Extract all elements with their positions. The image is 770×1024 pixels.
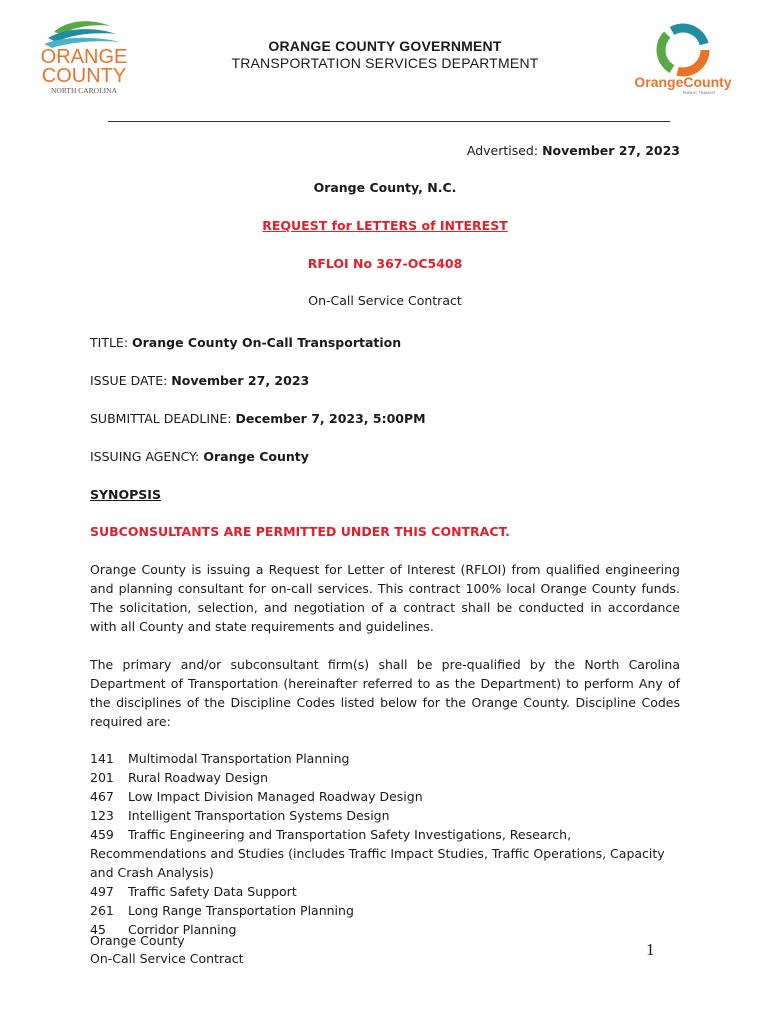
agency-label: ISSUING AGENCY: <box>90 449 204 464</box>
discipline-code-item <box>90 749 690 768</box>
discipline-code: 141 <box>90 751 114 766</box>
discipline-code: 201 <box>90 770 114 785</box>
discipline-name: Intelligent Transportation Systems Design <box>128 808 390 823</box>
issue-date-value: November 27, 2023 <box>171 373 310 388</box>
location-heading: Orange County, N.C. <box>313 180 457 195</box>
discipline-code-item <box>90 825 690 882</box>
synopsis-paragraph-2: The primary and/or subconsultant firm(s) shall be pre-qualified by the North Carolina Department of Transportation (hereinafter referred to as the Department) to perform Any of the disciplines of the Discipline Codes listed below for the Orange County. Discipline Codes required are: <box>90 657 680 729</box>
advertised-label: Advertised: <box>466 143 543 158</box>
discipline-code: 497 <box>90 884 114 899</box>
advertised-line <box>467 141 680 160</box>
subconsultants-notice: SUBCONSULTANTS ARE PERMITTED UNDER THIS CONTRACT. <box>90 524 510 539</box>
discipline-code: 123 <box>90 808 114 823</box>
government-title: ORANGE COUNTY GOVERNMENT <box>268 38 502 54</box>
svg-text:OrangeCounty: OrangeCounty <box>634 74 732 90</box>
deadline-label: SUBMITTAL DEADLINE: <box>90 411 236 426</box>
synopsis-heading: SYNOPSIS <box>90 487 161 502</box>
discipline-name: Traffic Safety Data Support <box>128 884 297 899</box>
rfloi-number: RFLOI No 367-OC5408 <box>307 256 463 271</box>
title-value: Orange County On-Call Transportation <box>132 335 402 350</box>
discipline-name: Traffic Engineering and Transportation Safety Investigations, Research, Recommendations and Studies (includes Traffic Impact Studies, Traffic Operations, Capacity and Crash Analysis) <box>90 827 665 880</box>
svg-text:ORANGE: ORANGE <box>40 46 128 68</box>
discipline-code-item <box>90 882 690 901</box>
discipline-code-list <box>90 749 690 939</box>
discipline-name: Corridor Planning <box>128 922 237 937</box>
orange-county-transit-ring-logo <box>633 16 733 96</box>
discipline-code: 467 <box>90 789 114 804</box>
advertised-date: November 27, 2023 <box>542 143 680 158</box>
deadline-field <box>90 409 426 428</box>
issue-date-field <box>90 371 309 390</box>
discipline-name: Multimodal Transportation Planning <box>128 751 350 766</box>
footer-contract: On-Call Service Contract <box>90 951 244 966</box>
page-number: 1 <box>646 940 655 959</box>
contract-type: On-Call Service Contract <box>308 293 462 308</box>
issue-date-label: ISSUE DATE: <box>90 373 172 388</box>
deadline-value: December 7, 2023, 5:00PM <box>235 411 426 426</box>
request-title: REQUEST for LETTERS of INTEREST <box>262 218 508 233</box>
discipline-code: 459 <box>90 827 114 842</box>
header-divider <box>108 121 670 122</box>
footer-org: Orange County <box>90 933 185 948</box>
title-label: TITLE: <box>90 335 133 350</box>
discipline-code-item <box>90 768 690 787</box>
svg-text:COUNTY: COUNTY <box>41 65 127 87</box>
discipline-code: 261 <box>90 903 114 918</box>
svg-text:PUBLIC TRANSIT: PUBLIC TRANSIT <box>682 90 716 95</box>
discipline-name: Rural Roadway Design <box>128 770 269 785</box>
department-name: TRANSPORTATION SERVICES DEPARTMENT <box>231 55 539 71</box>
discipline-name: Low Impact Division Managed Roadway Design <box>128 789 423 804</box>
agency-value: Orange County <box>203 449 309 464</box>
discipline-code-item <box>90 787 690 806</box>
title-field <box>90 333 401 352</box>
discipline-name: Long Range Transportation Planning <box>128 903 354 918</box>
discipline-code: 45 <box>90 922 106 937</box>
synopsis-paragraph-1: Orange County is issuing a Request for Letter of Interest (RFLOI) from qualified engineering and planning consultant for on-call services. This contract 100% local Orange County funds. The solicitation, selection, and negotiation of a contract shall be conducted in accordance with all County and state requirements and guidelines. <box>90 562 680 634</box>
agency-field <box>90 447 309 466</box>
discipline-code-item <box>90 901 690 920</box>
discipline-code-item <box>90 806 690 825</box>
svg-text:NORTH CAROLINA: NORTH CAROLINA <box>50 86 118 95</box>
